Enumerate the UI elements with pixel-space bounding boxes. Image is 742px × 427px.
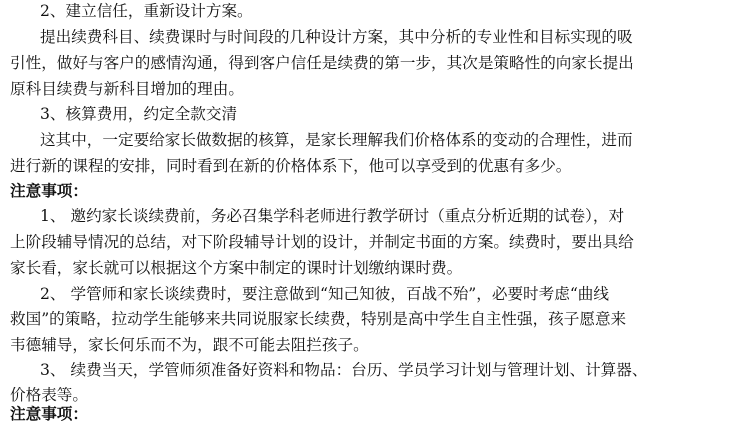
paragraph-line: 原科目续费与新科目增加的理由。 (10, 80, 244, 98)
note-item-2: 2、 学管师和家长谈续费时，要注意做到“知己知彼，百战不殆”，必要时考虑“曲线 (40, 285, 609, 303)
note-item-3: 3、 续费当天，学管师须准备好资料和物品：台历、学员学习计划与管理计划、计算器、 (40, 361, 648, 379)
paragraph-line: 救国”的策略，拉动学生能够来共同说服家长续费，特别是高中学生自主性强，孩子愿意来 (10, 310, 627, 328)
cut-off-text: 注意事项： (10, 404, 88, 423)
paragraph-line: 价格表等。 (10, 386, 88, 404)
paragraph-line: 引性，做好与客户的感情沟通，得到客户信任是续费的第一步，其次是策略性的向家长提出 (10, 54, 634, 72)
note-item-1: 1、 邀约家长谈续费前，务必召集学科老师进行教学研讨（重点分析近期的试卷），对 (40, 207, 625, 225)
cut-off-line (10, 401, 712, 423)
paragraph-line: 韦德辅导，家长何乐而不为，跟不可能去阻拦孩子。 (10, 336, 369, 354)
section-heading-2: 2、建立信任，重新设计方案。 (40, 2, 253, 20)
paragraph-line: 家长看，家长就可以根据这个方案中制定的课时计划缴纳课时费。 (10, 259, 463, 277)
paragraph-line: 进行新的课程的安排，同时看到在新的价格体系下，他可以享受到的优惠有多少。 (10, 157, 572, 175)
paragraph-line: 这其中，一定要给家长做数据的核算，是家长理解我们价格体系的变动的合理性，进而 (40, 131, 633, 149)
paragraph-line: 提出续费科目、续费课时与时间段的几种设计方案，其中分析的专业性和目标实现的吸 (40, 28, 633, 46)
paragraph-line: 上阶段辅导情况的总结，对下阶段辅导计划的设计，并制定书面的方案。续费时，要出具给 (10, 233, 634, 251)
section-heading-3: 3、核算费用，约定全款交清 (40, 105, 238, 123)
notes-heading: 注意事项： (10, 181, 88, 200)
